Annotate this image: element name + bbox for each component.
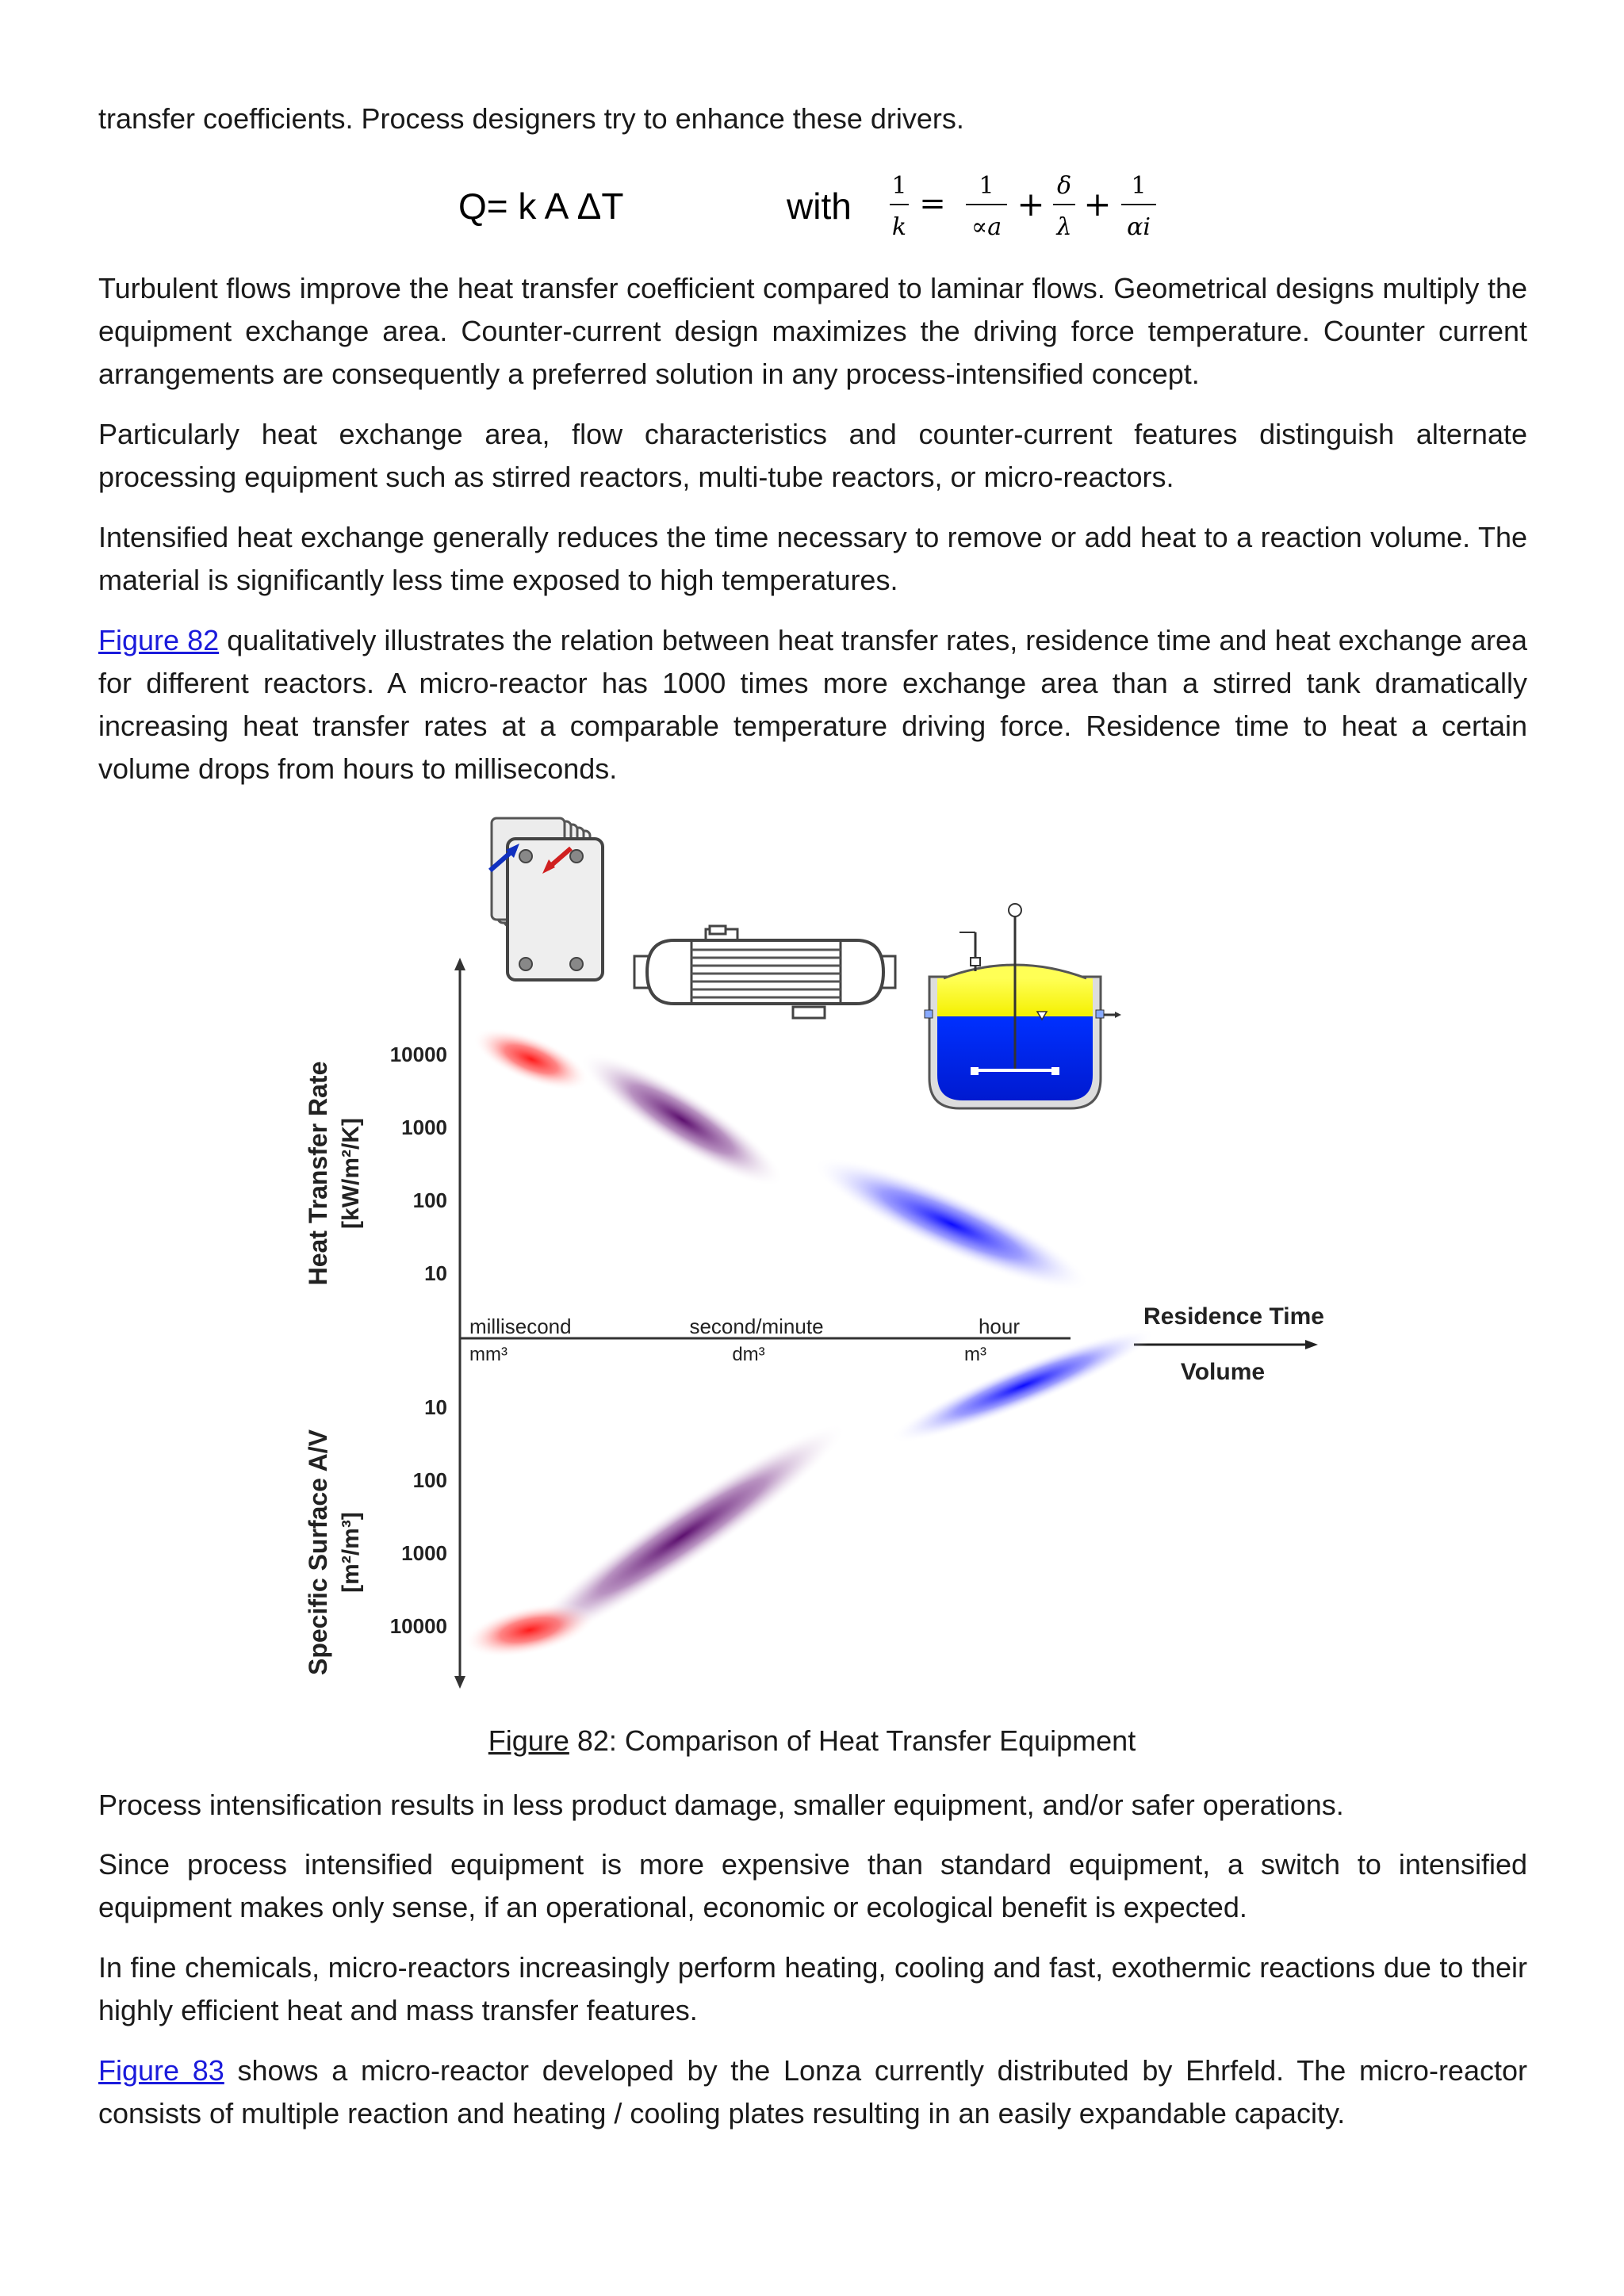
- y-unit-specific-surface: [m²/m³]: [338, 1512, 364, 1593]
- blob-stirred-tank-surface: [883, 1313, 1162, 1458]
- formula-plus-2: +: [1083, 185, 1112, 224]
- tick-top-10000: 10000: [389, 1043, 447, 1066]
- paragraph-figure82-ref: [98, 619, 1527, 790]
- tick-top-1000: 1000: [401, 1115, 447, 1139]
- blob-stirred-tank-heat-transfer: [802, 1137, 1101, 1311]
- figure-82-heat-transfer-comparison: [278, 809, 1372, 1705]
- formula-plus-1: +: [1017, 185, 1045, 224]
- x-cat-second-minute: second/minute: [689, 1314, 824, 1338]
- figure-82-caption: [0, 1724, 1624, 1758]
- paragraph-fine-chemicals: In fine chemicals, micro-reactors increasingly perform heating, cooling and fast, exothermic reactions due to their highly efficient heat and mass transfer features.: [98, 1951, 1527, 2026]
- y-label-specific-surface: Specific Surface A/V: [304, 1429, 332, 1676]
- x-label-residence-time: Residence Time: [1143, 1303, 1324, 1330]
- stirred-tank-reactor-icon: [925, 904, 1121, 1108]
- paragraph-heat-exchange-area: Particularly heat exchange area, flow characteristics and counter-current features distinguish alternate processing equipment such as stirred reactors, multi-tube reactors, or micro-reactors.: [98, 418, 1527, 493]
- formula-num-3: 1: [1131, 172, 1147, 200]
- plate-heat-exchanger-icon: [490, 818, 603, 980]
- caption-figure-word: Figure: [488, 1724, 569, 1757]
- tick-top-100: 100: [412, 1188, 447, 1212]
- formula-num-2: 1: [979, 172, 994, 200]
- x-cat-mm3: mm³: [469, 1344, 508, 1365]
- formula-den-alpha-a: ∝a: [971, 213, 1002, 241]
- paragraph-intro: transfer coefficients. Process designers try to enhance these drivers.: [98, 102, 964, 135]
- paragraph-turbulent: Turbulent flows improve the heat transfer coefficient compared to laminar flows. Geometrical designs multiply the equipment exchange area. Counter-current design maximizes the driving force temperature. Counter current arrangements are consequently a preferred solution in any process-intensified concept.: [98, 272, 1527, 390]
- y-unit-heat-transfer-rate: [kW/m²/K]: [338, 1118, 364, 1229]
- paragraph-figure82-text: qualitatively illustrates the relation between heat transfer rates, residence time and heat exchange area for different reactors. A micro-reactor has 1000 times more exchange area than a stirred tank dramatically increasing heat transfer rates at a comparable temperature driving force. Residence time to heat a certain volume drops from hours to milliseconds.: [98, 624, 1527, 785]
- formula-den-k: k: [891, 213, 907, 241]
- tick-bottom-1000: 1000: [401, 1541, 447, 1565]
- x-cat-millisecond: millisecond: [469, 1314, 572, 1338]
- caption-text: 82: Comparison of Heat Transfer Equipment: [569, 1724, 1136, 1757]
- x-cat-dm3: dm³: [732, 1344, 765, 1365]
- multi-tube-exchanger-icon: [634, 926, 895, 1018]
- x-label-volume: Volume: [1180, 1359, 1266, 1385]
- formula-num-delta: δ: [1056, 172, 1072, 200]
- figure-83-link[interactable]: Figure 83: [98, 2054, 224, 2087]
- formula-den-lambda: λ: [1056, 213, 1072, 241]
- x-cat-hour: hour: [978, 1314, 1021, 1338]
- tick-bottom-10000: 10000: [389, 1614, 447, 1638]
- y-label-heat-transfer-rate: Heat Transfer Rate: [304, 1061, 332, 1286]
- formula-den-alpha-i: αi: [1127, 213, 1151, 241]
- paragraph-figure83-text: shows a micro-reactor developed by the Lonza currently distributed by Ehrfeld. The micro-reactor consists of multiple reaction and heating / cooling plates resulting in an easily expandable capacity.: [98, 2054, 1527, 2130]
- tick-top-10: 10: [424, 1261, 447, 1285]
- tick-bottom-100: 100: [412, 1468, 447, 1492]
- blob-micro-reactor-heat-transfer: [465, 1016, 597, 1103]
- heat-transfer-formula: [0, 159, 1624, 262]
- tick-bottom-10: 10: [424, 1395, 447, 1419]
- paragraph-intensified: Intensified heat exchange generally reduces the time necessary to remove or add heat to a reaction volume. The material is significantly less time exposed to high temperatures.: [98, 521, 1527, 596]
- formula-lhs: Q= k A ΔT: [458, 186, 624, 227]
- formula-eq: =: [919, 186, 946, 222]
- formula-num-1: 1: [891, 172, 907, 200]
- paragraph-expensive: Since process intensified equipment is more expensive than standard equipment, a switch to intensified equipment makes only sense, if an operational, economic or ecological benefit is expected.: [98, 1848, 1527, 1923]
- paragraph-figure83-ref: [98, 2049, 1527, 2135]
- blob-multi-tube-heat-transfer: [567, 1034, 797, 1206]
- x-cat-m3: m³: [964, 1344, 986, 1365]
- formula-with: with: [787, 186, 852, 227]
- figure-82-link[interactable]: Figure 82: [98, 624, 220, 656]
- y-axis-arrow-up: [454, 958, 465, 970]
- y-axis-arrow-down: [454, 1676, 465, 1689]
- paragraph-process-intensification: Process intensification results in less product damage, smaller equipment, and/or safer operations.: [98, 1789, 1344, 1821]
